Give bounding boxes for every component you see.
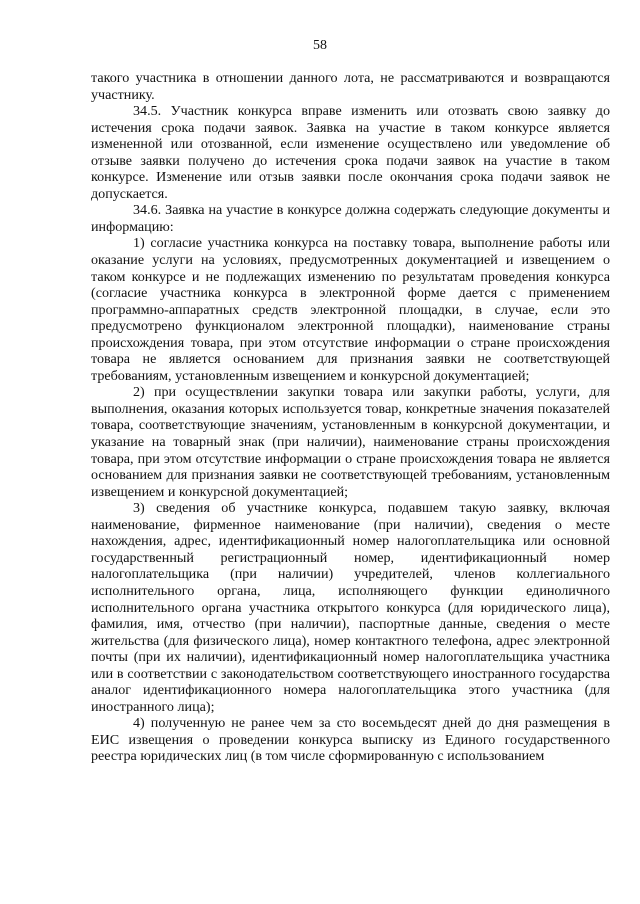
list-item-4: 4) полученную не ранее чем за сто восемьдесят дней до дня размещения в ЕИС извещения о проведении конкурса выписку из Единого государственного реестра юридических лиц (в том числе сформированную с использованием	[91, 715, 610, 765]
list-item-1: 1) согласие участника конкурса на поставку товара, выполнение работы или оказание услуги на условиях, предусмотренных документацией и извещением о таком конкурсе и не подлежащих изменению по результатам проведения конкурса (согласие участника конкурса в электронной форме дается с применением программно-аппаратных средств электронной площадки, в случае, если это предусмотрено функционалом электронной площадки), наименование страны происхождения товара, при этом отсутствие информации о стране происхождения товара не является основанием для признания заявки не соответствующей требованиям, установленным извещением и конкурсной документацией;	[91, 235, 610, 384]
list-item-2: 2) при осуществлении закупки товара или закупки работы, услуги, для выполнения, оказания которых используется товар, конкретные значения показателей товара, соответствующие значениям, установленным в конкурсной документации, и указание на товарный знак (при наличии), наименование страны происхождения товара, при этом отсутствие информации о стране происхождения товара не является основанием для признания заявки не соответствующей требованиям, установленным извещением и конкурсной документацией;	[91, 384, 610, 500]
document-body	[91, 70, 610, 765]
paragraph-34-6: 34.6. Заявка на участие в конкурсе должна содержать следующие документы и информацию:	[91, 202, 610, 235]
paragraph-continuation: такого участника в отношении данного лота, не рассматриваются и возвращаются участнику.	[91, 70, 610, 103]
list-item-3: 3) сведения об участнике конкурса, подавшем такую заявку, включая наименование, фирменное наименование (при наличии), сведения о месте нахождения, адрес, идентификационный номер налогоплательщика или основной государственный регистрационный номер, идентификационный номер налогоплательщика (при наличии) учредителей, членов коллегиального исполнительного органа, лица, исполняющего функции единоличного исполнительного органа участника открытого конкурса (для юридического лица), фамилия, имя, отчество (при наличии), паспортные данные, сведения о месте жительства (для физического лица), номер контактного телефона, адрес электронной почты (при их наличии), идентификационный номер налогоплательщика участника или в соответствии с законодательством соответствующего иностранного государства аналог идентификационного номера налогоплательщика этого участника (для иностранного лица);	[91, 500, 610, 715]
paragraph-34-5: 34.5. Участник конкурса вправе изменить или отозвать свою заявку до истечения срока подачи заявок. Заявка на участие в таком конкурсе является измененной или отозванной, если изменение осуществлено или уведомление об отзыве заявки получено до истечения срока подачи заявок на участие в таком конкурсе. Изменение или отзыв заявки после окончания срока подачи заявок не допускается.	[91, 103, 610, 202]
page-number: 58	[313, 38, 327, 53]
